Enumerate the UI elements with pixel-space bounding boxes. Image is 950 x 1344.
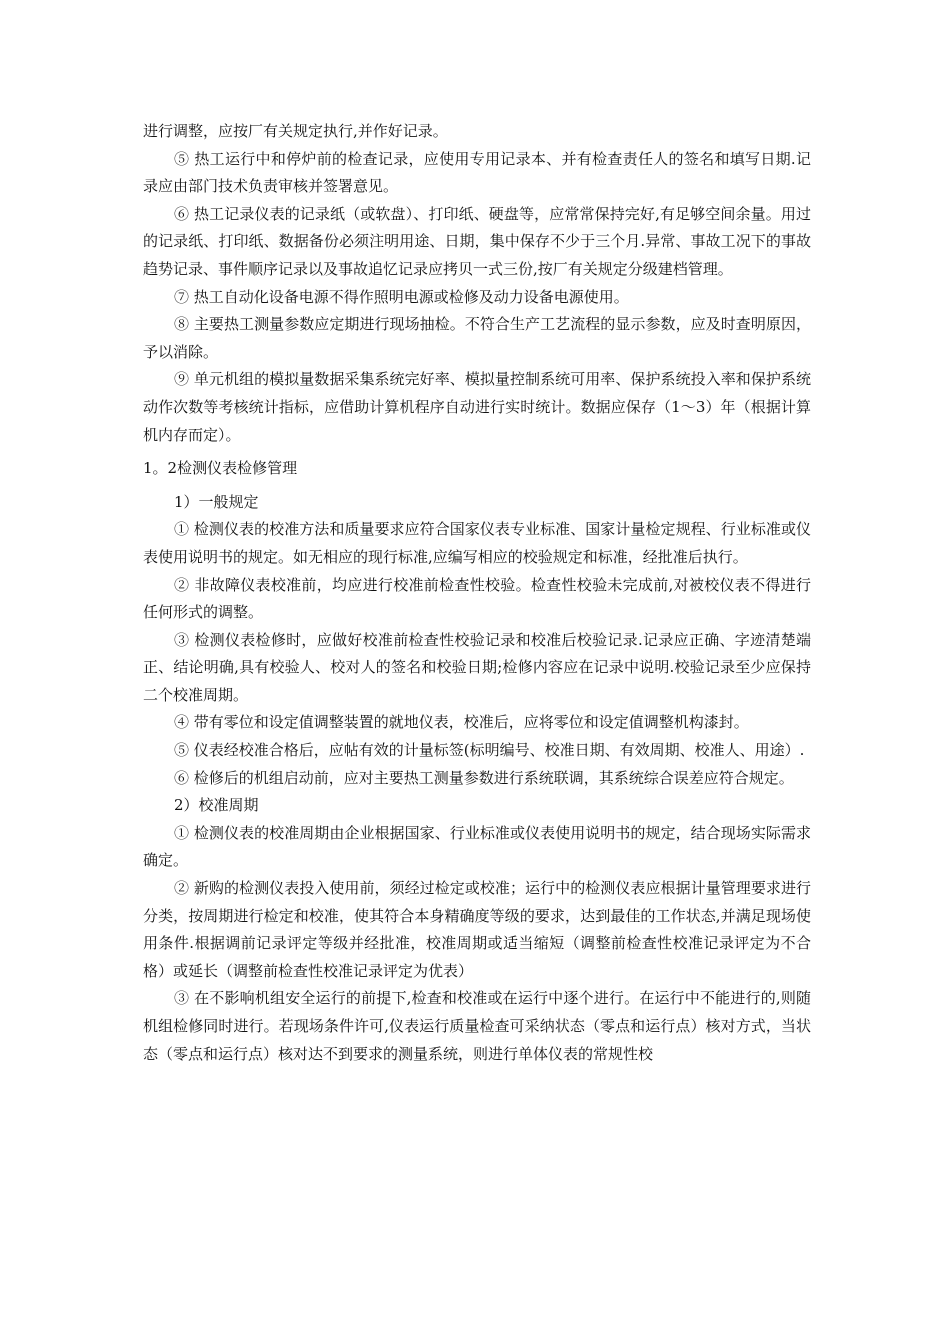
paragraph-item-6-recording-paper: ⑥ 热工记录仪表的记录纸（或软盘）、打印纸、硬盘等，应常常保持完好,有足够空间余量。用过的记录纸、打印纸、数据备份必须注明用途、日期，集中保存不少于三个月.异常、事故工况下的事故趋势记录、事件顺序记录以及事故追忆记录应拷贝一式三份,按厂有关规定分级建档管理。: [143, 204, 811, 278]
paragraph-period-3-online-calibration: ③ 在不影响机组安全运行的前提下,检查和校准或在运行中逐个进行。在运行中不能进行的,则随机组检修同时进行。若现场条件许可,仪表运行质量检查可采纳状态（零点和运行点）核对方式，当状态（零点和运行点）核对达不到要求的测量系统，则进行单体仪表的常规性校: [143, 989, 811, 1063]
paragraph-item-9-statistics: ⑨ 单元机组的模拟量数据采集系统完好率、模拟量控制系统可用率、保护系统投入率和保护系统动作次数等考核统计指标，应借助计算机程序自动进行实时统计。数据应保存（1～3）年（根据计算机内存而定）。: [143, 370, 811, 444]
document-body: [143, 118, 811, 1068]
paragraph-period-2-new-instruments: ② 新购的检测仪表投入使用前，须经过检定或校准；运行中的检测仪表应根据计量管理要求进行分类，按周期进行检定和校准，使其符合本身精确度等级的要求，达到最佳的工作状态,并满足现场使用条件.根据调前记录评定等级并经批准，校准周期或适当缩短（调整前检查性校准记录评定为不合格）或延长（调整前检查性校准记录评定为优表）: [143, 879, 811, 980]
paragraph-rule-3-calibration-records: ③ 检测仪表检修时，应做好校准前检查性校验记录和校准后校验记录.记录应正确、字迹清楚端正、结论明确,具有校验人、校对人的签名和校验日期;检修内容应在记录中说明.校验记录至少应保持二个校准周期。: [143, 630, 811, 704]
paragraph-rule-1-calibration-method: ① 检测仪表的校准方法和质量要求应符合国家仪表专业标准、国家计量检定规程、行业标准或仪表使用说明书的规定。如无相应的现行标准,应编写相应的校验规定和标准，经批准后执行。: [143, 520, 811, 566]
paragraph-continuation: 进行调整，应按厂有关规定执行,并作好记录。: [143, 122, 448, 140]
subheading-calibration-period: 2）校准周期: [174, 796, 259, 815]
paragraph-rule-4-seal-adjustment: ④ 带有零位和设定值调整装置的就地仪表，校准后，应将零位和设定值调整机构漆封。: [174, 713, 749, 732]
paragraph-item-8-spot-check: ⑧ 主要热工测量参数应定期进行现场抽检。不符合生产工艺流程的显示参数，应及时查明原因，予以消除。: [143, 315, 811, 361]
paragraph-rule-6-system-joint-test: ⑥ 检修后的机组启动前，应对主要热工测量参数进行系统联调，其系统综合误差应符合规定。: [174, 768, 794, 787]
subheading-general-rules: 1）一般规定: [174, 492, 259, 511]
paragraph-rule-2-pre-calibration-check: ② 非故障仪表校准前，均应进行校准前检查性校验。检查性校验未完成前,对被校仪表不得进行任何形式的调整。: [143, 575, 811, 622]
paragraph-item-5-inspection-records: ⑤ 热工运行中和停炉前的检查记录，应使用专用记录本、并有检查责任人的签名和填写日期.记录应由部门技术负责审核并签署意见。: [143, 149, 811, 196]
paragraph-period-1-determination: ① 检测仪表的校准周期由企业根据国家、行业标准或仪表使用说明书的规定，结合现场实际需求确定。: [143, 823, 811, 870]
paragraph-item-7-power-supply: ⑦ 热工自动化设备电源不得作照明电源或检修及动力设备电源使用。: [174, 287, 629, 306]
paragraph-rule-5-metrology-label: ⑤ 仪表经校准合格后，应帖有效的计量标签(标明编号、校准日期、有效周期、校准人、用途）.: [174, 741, 805, 760]
section-heading-1-2: 1。2检测仪表检修管理: [143, 459, 298, 478]
